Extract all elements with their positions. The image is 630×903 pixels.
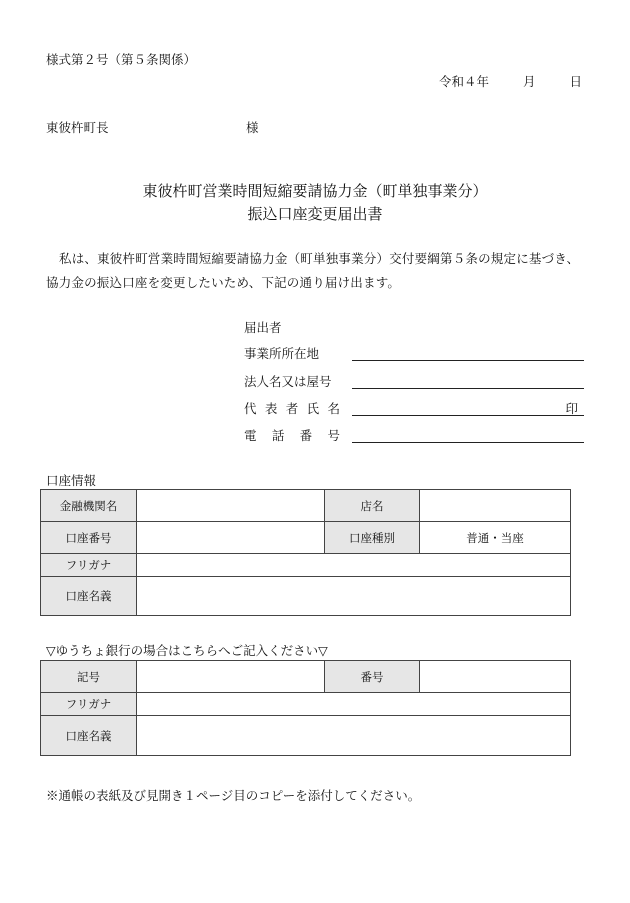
applicant-name-row bbox=[244, 372, 584, 392]
addressee-honorific: 様 bbox=[246, 120, 259, 135]
yucho-label: ▽ゆうちょ銀行の場合はこちらへご記入ください▽ bbox=[46, 643, 328, 658]
applicant-representative-row bbox=[244, 399, 584, 419]
branch-name-label: 店名 bbox=[325, 490, 420, 522]
branch-name-field[interactable] bbox=[420, 490, 571, 522]
bank-name-field[interactable] bbox=[137, 490, 325, 522]
account-type-field[interactable]: 普通・当座 bbox=[420, 522, 571, 554]
applicant-phone-field[interactable] bbox=[352, 442, 584, 443]
furigana-label: フリガナ bbox=[41, 554, 137, 577]
applicant-phone-label: 電 話 番 号 bbox=[244, 428, 340, 443]
applicant-representative-field[interactable] bbox=[352, 415, 584, 416]
account-number-field[interactable] bbox=[137, 522, 325, 554]
applicant-corporate-name-label: 法人名又は屋号 bbox=[244, 374, 332, 389]
account-holder-label: 口座名義 bbox=[41, 577, 137, 616]
date-era-year: 令和４年 bbox=[439, 74, 490, 89]
applicant-address-field[interactable] bbox=[352, 360, 584, 361]
yucho-symbol-field[interactable] bbox=[137, 661, 325, 693]
yucho-symbol-label: 記号 bbox=[41, 661, 137, 693]
yucho-furigana-label: フリガナ bbox=[41, 693, 137, 716]
yucho-furigana-field[interactable] bbox=[137, 693, 571, 716]
yucho-number-field[interactable] bbox=[420, 661, 571, 693]
applicant-representative-label: 代 表 者 氏 名 bbox=[244, 401, 340, 416]
declaration-text: 私は、東彼杵町営業時間短縮要請協力金（町単独事業分）交付要綱第５条の規定に基づき、協力金の振込口座を変更したいため、下記の通り届け出ます。 bbox=[46, 251, 580, 290]
document-title-line2: 振込口座変更届出書 bbox=[247, 205, 383, 223]
furigana-field[interactable] bbox=[137, 554, 571, 577]
bank-name-label: 金融機関名 bbox=[41, 490, 137, 522]
submission-date bbox=[439, 72, 582, 90]
account-info-table bbox=[40, 489, 571, 616]
seal-mark: 印 bbox=[565, 401, 578, 416]
form-number: 様式第２号（第５条関係） bbox=[46, 52, 197, 67]
yucho-number-label: 番号 bbox=[325, 661, 420, 693]
date-month: 月 bbox=[523, 74, 536, 89]
yucho-table bbox=[40, 660, 571, 756]
applicant-heading: 届出者 bbox=[244, 320, 282, 335]
applicant-address-label: 事業所所在地 bbox=[244, 346, 320, 361]
applicant-address-row bbox=[244, 344, 584, 364]
document-title-line1: 東彼杵町営業時間短縮要請協力金（町単独事業分） bbox=[142, 182, 488, 200]
applicant-corporate-name-field[interactable] bbox=[352, 388, 584, 389]
applicant-phone-row bbox=[244, 426, 584, 446]
account-holder-field[interactable] bbox=[137, 577, 571, 616]
addressee-town-mayor: 東彼杵町長 bbox=[46, 120, 109, 135]
attachment-note: ※通帳の表紙及び見開き１ページ目のコピーを添付してください。 bbox=[46, 788, 421, 803]
account-type-label: 口座種別 bbox=[325, 522, 420, 554]
yucho-account-holder-field[interactable] bbox=[137, 716, 571, 756]
account-info-label: 口座情報 bbox=[46, 473, 97, 488]
date-day: 日 bbox=[569, 74, 582, 89]
yucho-account-holder-label: 口座名義 bbox=[41, 716, 137, 756]
account-number-label: 口座番号 bbox=[41, 522, 137, 554]
